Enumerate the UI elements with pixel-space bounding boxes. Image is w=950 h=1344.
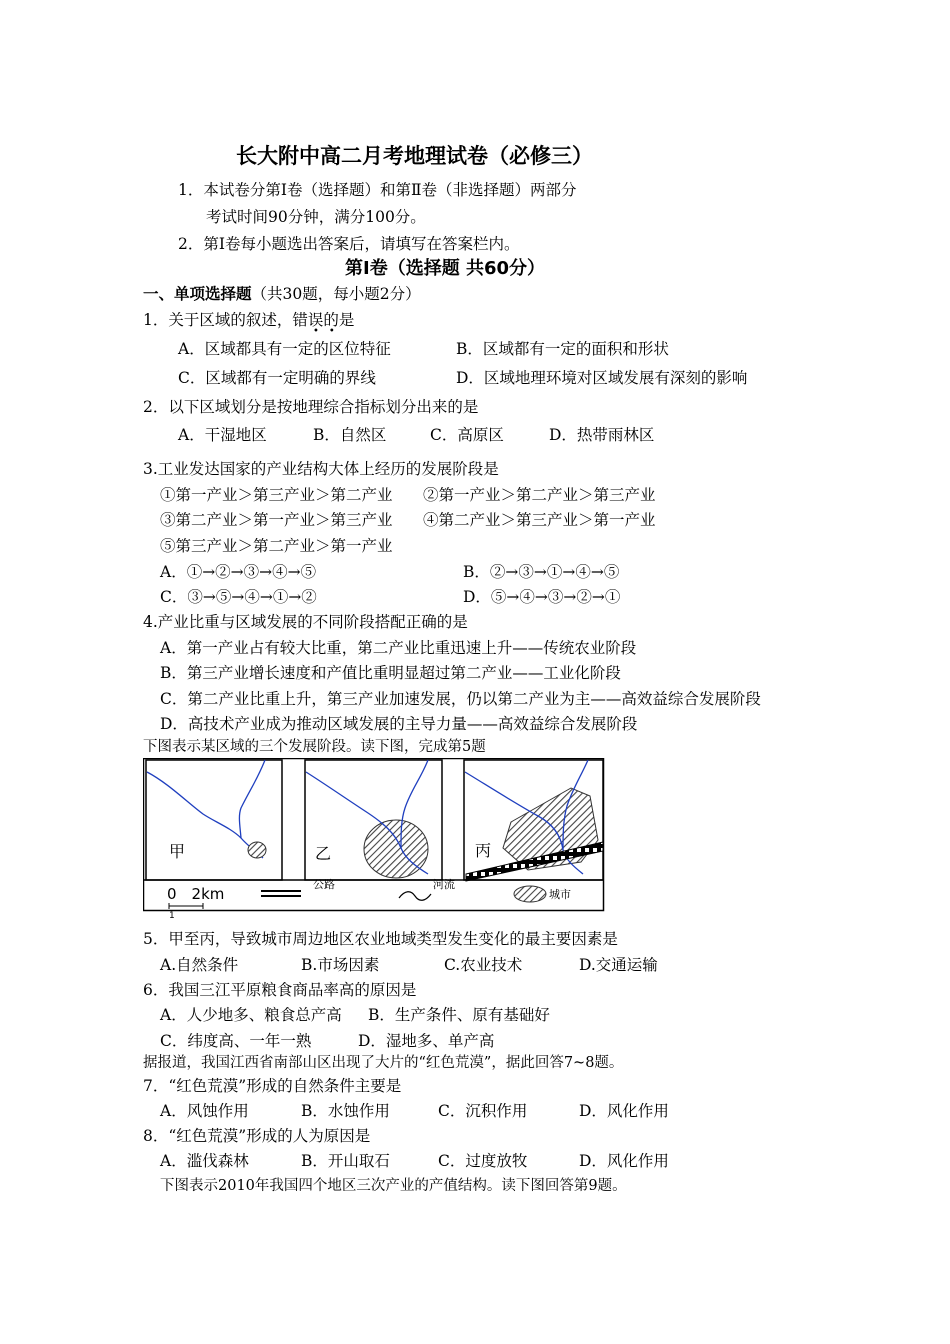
part1-title: 第Ⅰ卷（选择题 共60分） <box>345 258 546 279</box>
q5-option-c[interactable]: C.农业技术 <box>444 956 523 974</box>
q7-option-d[interactable]: D．风化作用 <box>579 1102 669 1120</box>
q3-item-3: ③第二产业＞第一产业＞第三产业 <box>160 511 393 529</box>
section-heading <box>143 284 421 304</box>
panel-label-bing: 丙 <box>475 841 492 860</box>
q2-option-c[interactable]: C．高原区 <box>430 426 504 444</box>
q3-option-d[interactable]: D．⑤→④→③→②→① <box>463 588 621 606</box>
q4-stem: 4.产业比重与区域发展的不同阶段搭配正确的是 <box>143 613 468 631</box>
legend-river-symbol <box>399 892 431 901</box>
scale-label: 0 2km <box>167 885 225 903</box>
q3-option-a[interactable]: A．①→②→③→④→⑤ <box>160 563 317 581</box>
q7-stem: 7．“红色荒漠”形成的自然条件主要是 <box>143 1077 402 1095</box>
legend-city-symbol <box>514 886 546 902</box>
q6-stem: 6．我国三江平原粮食商品率高的原因是 <box>143 981 417 999</box>
page-title: 长大附中高二月考地理试卷（必修三） <box>236 144 593 168</box>
q1-option-d[interactable]: D．区域地理环境对区域发展有深刻的影响 <box>456 369 748 387</box>
note-1: 1．本试卷分第Ⅰ卷（选择题）和第Ⅱ卷（非选择题）两部分 <box>178 181 577 199</box>
note-2: 2．第Ⅰ卷每小题选出答案后，请填写在答案栏内。 <box>178 235 520 253</box>
q2-option-b[interactable]: B．自然区 <box>313 426 387 444</box>
panel-label-jia: 甲 <box>169 842 186 861</box>
q8-stem: 8．“红色荒漠”形成的人为原因是 <box>143 1127 371 1145</box>
q1-option-c[interactable]: C．区域都有一定明确的界线 <box>178 369 376 387</box>
q3-option-c[interactable]: C．③→⑤→④→①→② <box>160 588 317 606</box>
q3-stem: 3.工业发达国家的产业结构大体上经历的发展阶段是 <box>143 460 499 478</box>
q5-option-a[interactable]: A.自然条件 <box>160 956 239 974</box>
q2-option-d[interactable]: D．热带雨林区 <box>549 426 655 444</box>
q8-option-b[interactable]: B．开山取石 <box>301 1152 390 1170</box>
scale-tick: 1 <box>169 911 175 918</box>
q8-option-a[interactable]: A．滥伐森林 <box>160 1152 249 1170</box>
q6-option-b[interactable]: B．生产条件、原有基础好 <box>368 1006 550 1024</box>
q5-option-d[interactable]: D.交通运输 <box>579 956 658 974</box>
q5-option-b[interactable]: B.市场因素 <box>301 956 380 974</box>
q7-option-b[interactable]: B．水蚀作用 <box>301 1102 390 1120</box>
section-heading-note: （共30题，每小题2分） <box>251 285 421 303</box>
q4-option-b[interactable]: B．第三产业增长速度和产值比重明显超过第二产业——工业化阶段 <box>160 664 621 682</box>
q5-stem: 5．甲至丙，导致城市周边地区农业地域类型发生变化的最主要因素是 <box>143 930 618 948</box>
q2-option-a[interactable]: A．干湿地区 <box>178 426 267 444</box>
q4-option-d[interactable]: D．高技术产业成为推动区域发展的主导力量——高效益综合发展阶段 <box>160 715 638 733</box>
river-jia-2 <box>239 760 265 838</box>
city-yi <box>364 820 428 878</box>
q8-option-d[interactable]: D．风化作用 <box>579 1152 669 1170</box>
q4-option-c[interactable]: C．第二产业比重上升，第三产业加速发展，仍以第二产业为主——高效益综合发展阶段 <box>160 690 761 708</box>
map-intro: 下图表示某区域的三个发展阶段。读下图，完成第5题 <box>143 739 486 755</box>
red-desert-intro: 据报道，我国江西省南部山区出现了大片的“红色荒漠”，据此回答7~8题。 <box>143 1055 624 1071</box>
legend-city-label: 城市 <box>549 888 571 901</box>
q3-item-2: ②第一产业＞第二产业＞第三产业 <box>423 486 656 504</box>
q3-item-1: ①第一产业＞第三产业＞第二产业 <box>160 486 393 504</box>
q8-option-c[interactable]: C．过度放牧 <box>438 1152 528 1170</box>
q6-option-a[interactable]: A．人少地多、粮食总产高 <box>160 1006 342 1024</box>
q6-option-c[interactable]: C．纬度高、一年一熟 <box>160 1032 312 1050</box>
q7-option-a[interactable]: A．风蚀作用 <box>160 1102 249 1120</box>
q6-option-d[interactable]: D．湿地多、单产高 <box>358 1032 495 1050</box>
river-jia-1 <box>147 772 263 858</box>
q1-stem: 1．关于区域的叙述，错误的是 <box>143 311 355 329</box>
development-stages-map <box>143 758 605 918</box>
legend-river-label: 河流 <box>433 878 455 891</box>
q3-item-4: ④第二产业＞第三产业＞第一产业 <box>423 511 656 529</box>
q2-stem: 2．以下区域划分是按地理综合指标划分出来的是 <box>143 398 479 416</box>
q1-option-b[interactable]: B．区域都有一定的面积和形状 <box>456 340 669 358</box>
legend-road-label: 公路 <box>313 878 335 891</box>
q3-option-b[interactable]: B．②→③→①→④→⑤ <box>463 563 620 581</box>
city-jia <box>248 842 266 858</box>
chart-intro: 下图表示2010年我国四个地区三次产业的产值结构。读下图回答第9题。 <box>160 1178 627 1194</box>
q3-item-5: ⑤第三产业＞第二产业＞第一产业 <box>160 537 393 555</box>
section-heading-label: 一、单项选择题 <box>143 285 252 303</box>
q7-option-c[interactable]: C．沉积作用 <box>438 1102 528 1120</box>
q4-option-a[interactable]: A．第一产业占有较大比重，第二产业比重迅速上升——传统农业阶段 <box>160 639 637 657</box>
q1-option-a[interactable]: A．区域都具有一定的区位特征 <box>178 340 391 358</box>
note-1-cont: 考试时间90分钟，满分100分。 <box>206 208 426 226</box>
emphasis-dots: • • <box>313 326 335 337</box>
panel-label-yi: 乙 <box>315 844 332 863</box>
